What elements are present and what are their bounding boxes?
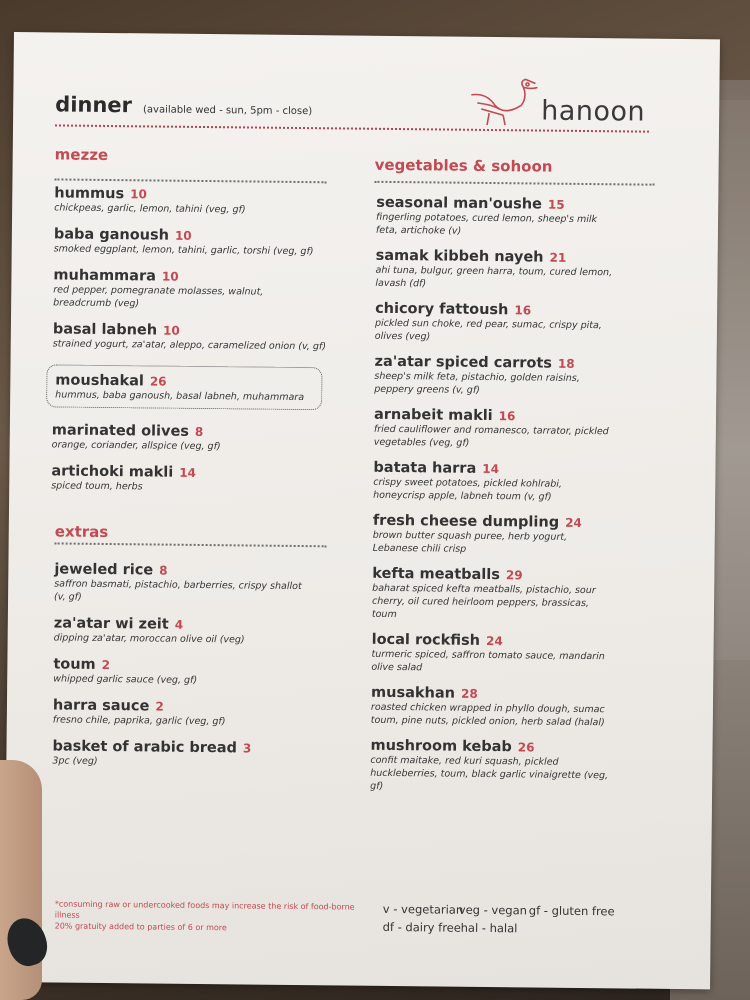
extras-divider (55, 542, 327, 547)
menu-item (53, 318, 343, 353)
page-title: dinner (55, 92, 133, 118)
item-price: 28 (460, 686, 478, 701)
bird-logo-icon (463, 75, 544, 130)
menu-item (52, 735, 302, 770)
item-description: crispy sweet potatoes, pickled kohlrabi, honeycrisp apple, labneh toum (v, gf) (373, 476, 562, 503)
item-name: musakhan (371, 684, 456, 702)
menu-item (53, 264, 343, 312)
item-description: smoked eggplant, lemon, tahini, garlic, torshi (veg, gf) (53, 243, 314, 258)
item-description: red pepper, pomegranate molasses, walnut, breadcrumb (veg) (53, 284, 264, 310)
item-name: basket of arabic bread (52, 738, 238, 757)
item-name: samak kibbeh nayeh (375, 247, 544, 266)
menu-sheet (4, 32, 720, 989)
item-price: 24 (565, 515, 582, 530)
item-description: strained yogurt, za'atar, aleppo, caramelized onion (v, gf) (52, 338, 327, 353)
menu-header (55, 92, 312, 119)
item-price: 10 (130, 187, 147, 202)
item-price: 29 (505, 568, 523, 583)
item-name: arnabeit makli (373, 406, 493, 425)
availability-note: (available wed - sun, 5pm - close) (142, 104, 313, 118)
item-price: 26 (517, 740, 535, 755)
menu-item (373, 510, 613, 558)
menu-item (53, 653, 303, 688)
legend-dairy-free: df - dairy free (382, 919, 461, 935)
item-price: 10 (163, 323, 180, 338)
item-price: 8 (159, 563, 168, 578)
item-price: 8 (194, 424, 204, 440)
menu-item (375, 298, 615, 346)
item-description: baharat spiced kefta meatballs, pistachio, sour cherry, oil cured heirloom peppers, brassicas, toum (371, 582, 596, 621)
item-description: pickled sun choke, red pear, sumac, crispy pita, olives (veg) (374, 317, 602, 343)
menu-item (371, 629, 611, 677)
item-description: roasted chicken wrapped in phyllo dough, sumac toum, pine nuts, pickled onion, herb salad (halal) (370, 701, 605, 729)
item-name: local rockfish (371, 631, 481, 649)
item-description: sheep's milk feta, pistachio, golden raisins, peppery greens (v, gf) (374, 370, 580, 396)
item-description: spiced toum, herbs (51, 480, 143, 493)
menu-item (54, 223, 344, 258)
menu-item (370, 735, 611, 796)
item-name: jeweled rice (54, 561, 154, 579)
item-name: seasonal man'oushe (376, 194, 543, 213)
item-name: basal labneh (52, 321, 158, 339)
item-description: orange, coriander, allspice (veg, gf) (51, 439, 221, 453)
item-price: 4 (174, 617, 184, 632)
item-name: marinated olives (51, 422, 190, 440)
item-name: moushakal (55, 372, 144, 390)
item-price: 15 (547, 197, 565, 212)
item-name: za'atar spiced carrots (374, 353, 553, 372)
item-name: toum (53, 656, 96, 673)
legend-vegan: veg - vegan (458, 902, 528, 918)
mezze-list (51, 182, 344, 495)
item-name: baba ganoush (53, 226, 170, 244)
item-price: 14 (179, 465, 197, 480)
legend-gluten-free: gf - gluten free (528, 903, 615, 919)
menu-item (53, 694, 303, 729)
item-price: 3 (242, 741, 252, 756)
item-price: 10 (174, 228, 192, 243)
item-price: 18 (557, 356, 575, 371)
gratuity-note: 20% gratuity added to parties of 6 or more (54, 921, 227, 933)
item-name: fresh cheese dumpling (372, 512, 560, 531)
item-name: mushroom kebab (370, 737, 512, 756)
menu-item (51, 460, 341, 495)
extras-list (52, 558, 304, 770)
menu-item (54, 182, 344, 217)
vegetables-list (370, 192, 616, 795)
item-price: 14 (482, 461, 500, 477)
item-price: 16 (498, 409, 516, 424)
item-name: harra sauce (52, 697, 150, 715)
brand-name: hanoon (541, 95, 646, 128)
item-description: fingerling potatoes, cured lemon, sheep's milk feta, artichoke (v) (375, 211, 598, 237)
item-price: 2 (155, 699, 164, 714)
legend-halal: hal - halal (460, 920, 518, 936)
legend-vegetarian: v - vegetarian (382, 901, 464, 917)
item-price: 24 (485, 633, 503, 649)
menu-item (371, 682, 611, 730)
food-safety-note: *consuming raw or undercooked foods may increase the risk of food-borne illness (54, 899, 355, 920)
item-price: 21 (549, 250, 567, 265)
item-description: fried cauliflower and romanesco, tarrator, pickled vegetables (veg, gf) (373, 423, 609, 449)
item-price: 26 (149, 374, 167, 389)
menu-item (374, 404, 614, 452)
menu-item (375, 245, 615, 293)
menu-item (52, 419, 342, 454)
item-description: chickpeas, garlic, lemon, tahini (veg, gf) (54, 202, 246, 216)
menu-item (374, 351, 614, 399)
item-description: 3pc (veg) (52, 755, 98, 767)
menu-item (376, 192, 616, 240)
menu-item (372, 563, 613, 624)
item-name: hummus (54, 185, 125, 203)
item-name: za'atar wi zeit (53, 615, 169, 633)
item-price: 10 (161, 269, 179, 284)
item-name: chicory fattoush (375, 300, 509, 319)
item-price: 2 (101, 657, 111, 673)
menu-item (54, 558, 304, 606)
item-description: confit maitake, red kuri squash, pickled huckleberries, toum, black garlic vinaigrette (veg, gf) (370, 754, 609, 792)
vegetables-divider (374, 181, 654, 186)
item-name: batata harra (373, 459, 477, 477)
item-price: 16 (514, 303, 532, 318)
item-description: ahi tuna, bulgur, green harra, toum, cured lemon, lavash (df) (375, 264, 613, 290)
item-name: artichoki makli (51, 463, 174, 481)
item-description: dipping za'atar, moroccan olive oil (veg) (53, 632, 245, 646)
item-description: saffron basmati, pistachio, barberries, crispy shallot (v, gf) (54, 578, 302, 603)
section-heading-mezze: mezze (54, 145, 109, 164)
item-name: muhammara (53, 267, 157, 285)
item-description: fresno chile, paprika, garlic (veg, gf) (52, 714, 226, 728)
item-description: whipped garlic sauce (veg, gf) (53, 673, 198, 686)
item-description: hummus, baba ganoush, basal labneh, muhammara (55, 389, 305, 404)
section-heading-extras: extras (54, 522, 109, 542)
item-name: kefta meatballs (372, 565, 500, 584)
menu-item (54, 612, 304, 647)
moushakal-box (46, 364, 322, 410)
footer-notes (55, 898, 355, 934)
menu-item (373, 457, 613, 505)
item-description: brown butter squash puree, herb yogurt, Lebanese chili crisp (372, 529, 568, 555)
item-description: turmeric spiced, saffron tomato sauce, mandarin olive salad (371, 648, 605, 674)
section-heading-vegetables: vegetables & sohoon (374, 155, 553, 176)
